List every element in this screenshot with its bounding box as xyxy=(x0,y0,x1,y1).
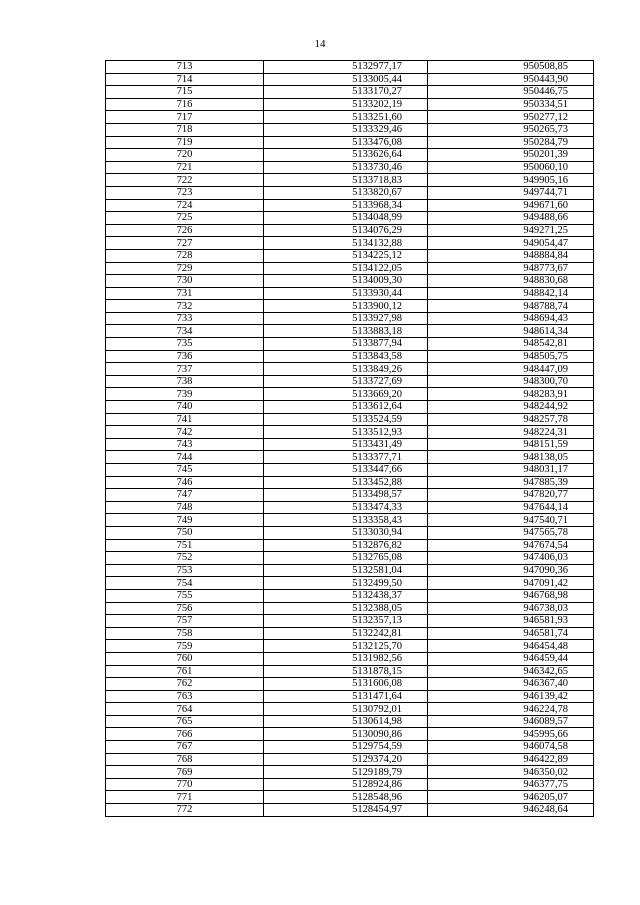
x-coordinate-cell: 5132581,04 xyxy=(264,564,428,577)
x-coordinate-cell: 5134076,29 xyxy=(264,224,428,237)
y-coordinate-cell: 949744,71 xyxy=(428,186,594,199)
point-number-cell: 749 xyxy=(106,514,264,527)
x-coordinate-cell: 5133849,26 xyxy=(264,363,428,376)
table-row xyxy=(106,350,594,363)
x-coordinate-cell: 5133452,88 xyxy=(264,476,428,489)
x-coordinate-cell: 5133431,49 xyxy=(264,438,428,451)
x-coordinate-cell: 5133727,69 xyxy=(264,375,428,388)
y-coordinate-cell: 946422,89 xyxy=(428,753,594,766)
y-coordinate-cell: 946089,57 xyxy=(428,715,594,728)
x-coordinate-cell: 5132438,37 xyxy=(264,589,428,602)
point-number-cell: 735 xyxy=(106,338,264,351)
y-coordinate-cell: 948884,84 xyxy=(428,249,594,262)
table-row xyxy=(106,741,594,754)
point-number-cell: 729 xyxy=(106,262,264,275)
y-coordinate-cell: 949271,25 xyxy=(428,224,594,237)
point-number-cell: 733 xyxy=(106,312,264,325)
point-number-cell: 754 xyxy=(106,577,264,590)
y-coordinate-cell: 949054,47 xyxy=(428,237,594,250)
y-coordinate-cell: 948300,70 xyxy=(428,375,594,388)
x-coordinate-cell: 5131471,64 xyxy=(264,690,428,703)
x-coordinate-cell: 5132876,82 xyxy=(264,539,428,552)
x-coordinate-cell: 5133498,57 xyxy=(264,489,428,502)
y-coordinate-cell: 946581,74 xyxy=(428,627,594,640)
x-coordinate-cell: 5133358,43 xyxy=(264,514,428,527)
x-coordinate-cell: 5134009,30 xyxy=(264,275,428,288)
y-coordinate-cell: 950508,85 xyxy=(428,61,594,74)
y-coordinate-cell: 949488,66 xyxy=(428,212,594,225)
table-row xyxy=(106,426,594,439)
y-coordinate-cell: 947090,36 xyxy=(428,564,594,577)
x-coordinate-cell: 5128454,97 xyxy=(264,804,428,817)
coordinates-table xyxy=(105,60,594,817)
x-coordinate-cell: 5133669,20 xyxy=(264,388,428,401)
x-coordinate-cell: 5129374,20 xyxy=(264,753,428,766)
point-number-cell: 722 xyxy=(106,174,264,187)
table-row xyxy=(106,678,594,691)
y-coordinate-cell: 946342,65 xyxy=(428,665,594,678)
table-row xyxy=(106,703,594,716)
table-row xyxy=(106,325,594,338)
x-coordinate-cell: 5132242,81 xyxy=(264,627,428,640)
point-number-cell: 731 xyxy=(106,287,264,300)
page-number: 14 xyxy=(314,38,326,50)
table-row xyxy=(106,300,594,313)
x-coordinate-cell: 5133877,94 xyxy=(264,338,428,351)
point-number-cell: 751 xyxy=(106,539,264,552)
y-coordinate-cell: 947820,77 xyxy=(428,489,594,502)
y-coordinate-cell: 946074,58 xyxy=(428,741,594,754)
table-row xyxy=(106,476,594,489)
y-coordinate-cell: 947885,39 xyxy=(428,476,594,489)
x-coordinate-cell: 5133883,18 xyxy=(264,325,428,338)
y-coordinate-cell: 946581,93 xyxy=(428,615,594,628)
x-coordinate-cell: 5130792,01 xyxy=(264,703,428,716)
table-row xyxy=(106,287,594,300)
point-number-cell: 732 xyxy=(106,300,264,313)
table-row xyxy=(106,526,594,539)
y-coordinate-cell: 946205,07 xyxy=(428,791,594,804)
x-coordinate-cell: 5131878,15 xyxy=(264,665,428,678)
point-number-cell: 761 xyxy=(106,665,264,678)
point-number-cell: 756 xyxy=(106,602,264,615)
point-number-cell: 753 xyxy=(106,564,264,577)
table-row xyxy=(106,275,594,288)
point-number-cell: 728 xyxy=(106,249,264,262)
point-number-cell: 760 xyxy=(106,652,264,665)
point-number-cell: 715 xyxy=(106,86,264,99)
point-number-cell: 768 xyxy=(106,753,264,766)
x-coordinate-cell: 5133170,27 xyxy=(264,86,428,99)
point-number-cell: 739 xyxy=(106,388,264,401)
table-row xyxy=(106,237,594,250)
y-coordinate-cell: 947091,42 xyxy=(428,577,594,590)
x-coordinate-cell: 5133476,08 xyxy=(264,136,428,149)
x-coordinate-cell: 5133612,64 xyxy=(264,401,428,414)
x-coordinate-cell: 5132125,70 xyxy=(264,640,428,653)
table-row xyxy=(106,212,594,225)
y-coordinate-cell: 950265,73 xyxy=(428,123,594,136)
y-coordinate-cell: 948773,67 xyxy=(428,262,594,275)
y-coordinate-cell: 949905,16 xyxy=(428,174,594,187)
table-row xyxy=(106,375,594,388)
y-coordinate-cell: 947674,54 xyxy=(428,539,594,552)
point-number-cell: 719 xyxy=(106,136,264,149)
x-coordinate-cell: 5131606,08 xyxy=(264,678,428,691)
table-row xyxy=(106,766,594,779)
x-coordinate-cell: 5133730,46 xyxy=(264,161,428,174)
y-coordinate-cell: 945995,66 xyxy=(428,728,594,741)
table-row xyxy=(106,602,594,615)
coordinates-table-body xyxy=(106,61,594,817)
y-coordinate-cell: 946454,48 xyxy=(428,640,594,653)
x-coordinate-cell: 5129754,59 xyxy=(264,741,428,754)
point-number-cell: 741 xyxy=(106,413,264,426)
table-row xyxy=(106,539,594,552)
y-coordinate-cell: 950277,12 xyxy=(428,111,594,124)
point-number-cell: 720 xyxy=(106,149,264,162)
table-row xyxy=(106,552,594,565)
y-coordinate-cell: 948842,14 xyxy=(428,287,594,300)
y-coordinate-cell: 946248,64 xyxy=(428,804,594,817)
point-number-cell: 740 xyxy=(106,401,264,414)
x-coordinate-cell: 5133005,44 xyxy=(264,73,428,86)
table-row xyxy=(106,804,594,817)
point-number-cell: 736 xyxy=(106,350,264,363)
table-row xyxy=(106,262,594,275)
point-number-cell: 713 xyxy=(106,61,264,74)
y-coordinate-cell: 948283,91 xyxy=(428,388,594,401)
point-number-cell: 764 xyxy=(106,703,264,716)
point-number-cell: 738 xyxy=(106,375,264,388)
y-coordinate-cell: 948447,09 xyxy=(428,363,594,376)
y-coordinate-cell: 947540,71 xyxy=(428,514,594,527)
point-number-cell: 726 xyxy=(106,224,264,237)
y-coordinate-cell: 946459,44 xyxy=(428,652,594,665)
point-number-cell: 727 xyxy=(106,237,264,250)
y-coordinate-cell: 947644,14 xyxy=(428,501,594,514)
point-number-cell: 748 xyxy=(106,501,264,514)
x-coordinate-cell: 5133512,93 xyxy=(264,426,428,439)
y-coordinate-cell: 946738,03 xyxy=(428,602,594,615)
table-row xyxy=(106,778,594,791)
point-number-cell: 734 xyxy=(106,325,264,338)
point-number-cell: 770 xyxy=(106,778,264,791)
table-row xyxy=(106,161,594,174)
y-coordinate-cell: 947406,03 xyxy=(428,552,594,565)
point-number-cell: 759 xyxy=(106,640,264,653)
point-number-cell: 714 xyxy=(106,73,264,86)
table-row xyxy=(106,312,594,325)
point-number-cell: 742 xyxy=(106,426,264,439)
x-coordinate-cell: 5134132,88 xyxy=(264,237,428,250)
table-row xyxy=(106,627,594,640)
point-number-cell: 721 xyxy=(106,161,264,174)
y-coordinate-cell: 948151,59 xyxy=(428,438,594,451)
point-number-cell: 763 xyxy=(106,690,264,703)
table-row xyxy=(106,224,594,237)
y-coordinate-cell: 946224,78 xyxy=(428,703,594,716)
x-coordinate-cell: 5128924,86 xyxy=(264,778,428,791)
y-coordinate-cell: 950284,79 xyxy=(428,136,594,149)
x-coordinate-cell: 5133927,98 xyxy=(264,312,428,325)
y-coordinate-cell: 948257,78 xyxy=(428,413,594,426)
table-row xyxy=(106,61,594,74)
x-coordinate-cell: 5133900,12 xyxy=(264,300,428,313)
table-row xyxy=(106,514,594,527)
point-number-cell: 765 xyxy=(106,715,264,728)
x-coordinate-cell: 5133626,64 xyxy=(264,149,428,162)
x-coordinate-cell: 5132765,08 xyxy=(264,552,428,565)
y-coordinate-cell: 948138,05 xyxy=(428,451,594,464)
y-coordinate-cell: 948830,68 xyxy=(428,275,594,288)
y-coordinate-cell: 948244,92 xyxy=(428,401,594,414)
table-row xyxy=(106,388,594,401)
x-coordinate-cell: 5130090,86 xyxy=(264,728,428,741)
table-row xyxy=(106,753,594,766)
point-number-cell: 771 xyxy=(106,791,264,804)
y-coordinate-cell: 948788,74 xyxy=(428,300,594,313)
y-coordinate-cell: 948031,17 xyxy=(428,464,594,477)
x-coordinate-cell: 5134225,12 xyxy=(264,249,428,262)
table-row xyxy=(106,73,594,86)
table-row xyxy=(106,186,594,199)
y-coordinate-cell: 950060,10 xyxy=(428,161,594,174)
x-coordinate-cell: 5133820,67 xyxy=(264,186,428,199)
point-number-cell: 716 xyxy=(106,98,264,111)
x-coordinate-cell: 5133377,71 xyxy=(264,451,428,464)
point-number-cell: 717 xyxy=(106,111,264,124)
point-number-cell: 730 xyxy=(106,275,264,288)
table-row xyxy=(106,728,594,741)
point-number-cell: 752 xyxy=(106,552,264,565)
x-coordinate-cell: 5133329,46 xyxy=(264,123,428,136)
x-coordinate-cell: 5133030,94 xyxy=(264,526,428,539)
y-coordinate-cell: 950443,90 xyxy=(428,73,594,86)
y-coordinate-cell: 950334,51 xyxy=(428,98,594,111)
point-number-cell: 744 xyxy=(106,451,264,464)
x-coordinate-cell: 5132357,13 xyxy=(264,615,428,628)
point-number-cell: 762 xyxy=(106,678,264,691)
point-number-cell: 767 xyxy=(106,741,264,754)
point-number-cell: 750 xyxy=(106,526,264,539)
table-row xyxy=(106,136,594,149)
table-row xyxy=(106,199,594,212)
point-number-cell: 758 xyxy=(106,627,264,640)
y-coordinate-cell: 949671,60 xyxy=(428,199,594,212)
table-row xyxy=(106,715,594,728)
y-coordinate-cell: 948694,43 xyxy=(428,312,594,325)
y-coordinate-cell: 950446,75 xyxy=(428,86,594,99)
point-number-cell: 746 xyxy=(106,476,264,489)
x-coordinate-cell: 5133718,83 xyxy=(264,174,428,187)
point-number-cell: 755 xyxy=(106,589,264,602)
table-row xyxy=(106,401,594,414)
table-row xyxy=(106,577,594,590)
table-row xyxy=(106,640,594,653)
x-coordinate-cell: 5134048,99 xyxy=(264,212,428,225)
table-row xyxy=(106,690,594,703)
table-row xyxy=(106,438,594,451)
y-coordinate-cell: 948614,34 xyxy=(428,325,594,338)
point-number-cell: 723 xyxy=(106,186,264,199)
table-row xyxy=(106,413,594,426)
point-number-cell: 745 xyxy=(106,464,264,477)
point-number-cell: 743 xyxy=(106,438,264,451)
x-coordinate-cell: 5133968,34 xyxy=(264,199,428,212)
table-row xyxy=(106,451,594,464)
table-row xyxy=(106,149,594,162)
x-coordinate-cell: 5133251,60 xyxy=(264,111,428,124)
x-coordinate-cell: 5133447,66 xyxy=(264,464,428,477)
table-row xyxy=(106,111,594,124)
point-number-cell: 757 xyxy=(106,615,264,628)
y-coordinate-cell: 948542,81 xyxy=(428,338,594,351)
table-row xyxy=(106,338,594,351)
point-number-cell: 725 xyxy=(106,212,264,225)
y-coordinate-cell: 946768,98 xyxy=(428,589,594,602)
x-coordinate-cell: 5130614,98 xyxy=(264,715,428,728)
y-coordinate-cell: 946139,42 xyxy=(428,690,594,703)
table-row xyxy=(106,564,594,577)
x-coordinate-cell: 5131982,56 xyxy=(264,652,428,665)
table-row xyxy=(106,489,594,502)
table-row xyxy=(106,665,594,678)
table-row xyxy=(106,363,594,376)
x-coordinate-cell: 5133524,59 xyxy=(264,413,428,426)
y-coordinate-cell: 950201,39 xyxy=(428,149,594,162)
table-row xyxy=(106,249,594,262)
table-row xyxy=(106,98,594,111)
table-row xyxy=(106,652,594,665)
x-coordinate-cell: 5133474,33 xyxy=(264,501,428,514)
x-coordinate-cell: 5133930,44 xyxy=(264,287,428,300)
table-row xyxy=(106,174,594,187)
y-coordinate-cell: 946367,40 xyxy=(428,678,594,691)
table-row xyxy=(106,464,594,477)
x-coordinate-cell: 5133202,19 xyxy=(264,98,428,111)
y-coordinate-cell: 948505,75 xyxy=(428,350,594,363)
y-coordinate-cell: 947565,78 xyxy=(428,526,594,539)
y-coordinate-cell: 946350,02 xyxy=(428,766,594,779)
table-row xyxy=(106,123,594,136)
table-row xyxy=(106,615,594,628)
point-number-cell: 718 xyxy=(106,123,264,136)
point-number-cell: 747 xyxy=(106,489,264,502)
x-coordinate-cell: 5133843,58 xyxy=(264,350,428,363)
table-row xyxy=(106,86,594,99)
point-number-cell: 766 xyxy=(106,728,264,741)
x-coordinate-cell: 5128548,96 xyxy=(264,791,428,804)
x-coordinate-cell: 5132977,17 xyxy=(264,61,428,74)
x-coordinate-cell: 5132388,05 xyxy=(264,602,428,615)
point-number-cell: 769 xyxy=(106,766,264,779)
x-coordinate-cell: 5132499,50 xyxy=(264,577,428,590)
y-coordinate-cell: 946377,75 xyxy=(428,778,594,791)
table-row xyxy=(106,589,594,602)
point-number-cell: 724 xyxy=(106,199,264,212)
y-coordinate-cell: 948224,31 xyxy=(428,426,594,439)
x-coordinate-cell: 5129189,79 xyxy=(264,766,428,779)
point-number-cell: 772 xyxy=(106,804,264,817)
x-coordinate-cell: 5134122,05 xyxy=(264,262,428,275)
table-row xyxy=(106,791,594,804)
point-number-cell: 737 xyxy=(106,363,264,376)
table-row xyxy=(106,501,594,514)
